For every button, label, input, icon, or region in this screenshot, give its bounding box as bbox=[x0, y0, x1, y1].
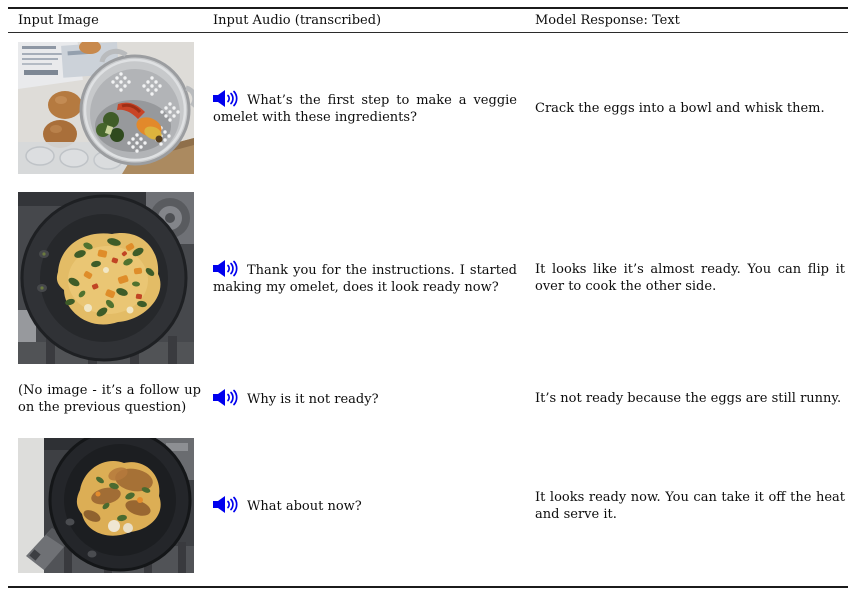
input-audio-cell bbox=[213, 389, 535, 408]
input-image-cell bbox=[18, 42, 213, 174]
speaker-icon bbox=[213, 496, 239, 513]
table-bottom-rule bbox=[8, 586, 848, 588]
response-text: It looks ready now. You can take it off the heat and serve it. bbox=[535, 489, 845, 522]
table-row bbox=[8, 425, 848, 586]
audio-transcript: Why is it not ready? bbox=[247, 392, 379, 407]
input-image-cell bbox=[18, 438, 213, 573]
response-text: It’s not ready because the eggs are still runny. bbox=[535, 391, 842, 406]
input-audio-cell bbox=[213, 260, 535, 296]
audio-transcript: What’s the first step to make a veggie omelet with these ingredients? bbox=[213, 93, 517, 125]
speaker-icon bbox=[213, 389, 239, 406]
photo-ingredients-colander bbox=[18, 42, 194, 174]
speaker-icon bbox=[213, 260, 239, 277]
table-row bbox=[8, 372, 848, 425]
column-header-model-response: Model Response: Text bbox=[535, 13, 680, 28]
model-response-cell bbox=[535, 261, 848, 295]
model-response-cell bbox=[535, 390, 848, 407]
table-header-row bbox=[8, 9, 848, 32]
response-text: It looks like it’s almost ready. You can flip it over to cook the other side. bbox=[535, 261, 845, 294]
speaker-icon bbox=[213, 90, 239, 107]
input-audio-cell bbox=[213, 90, 535, 126]
no-image-note: (No image - it’s a follow up on the previous question) bbox=[18, 382, 201, 415]
input-audio-cell bbox=[213, 496, 535, 515]
input-image-cell bbox=[18, 192, 213, 364]
response-text: Crack the eggs into a bowl and whisk them. bbox=[535, 100, 825, 116]
model-response-cell bbox=[535, 100, 848, 117]
table-row bbox=[8, 183, 848, 372]
model-response-cell bbox=[535, 489, 848, 523]
column-header-input-audio: Input Audio (transcribed) bbox=[213, 13, 382, 28]
audio-transcript: What about now? bbox=[247, 499, 362, 514]
photo-omelet-cooked bbox=[18, 438, 194, 573]
table-row bbox=[8, 33, 848, 183]
column-header-input-image: Input Image bbox=[18, 13, 99, 28]
audio-transcript: Thank you for the instructions. I started making my omelet, does it look ready now? bbox=[213, 262, 517, 295]
photo-omelet-raw bbox=[18, 192, 194, 364]
